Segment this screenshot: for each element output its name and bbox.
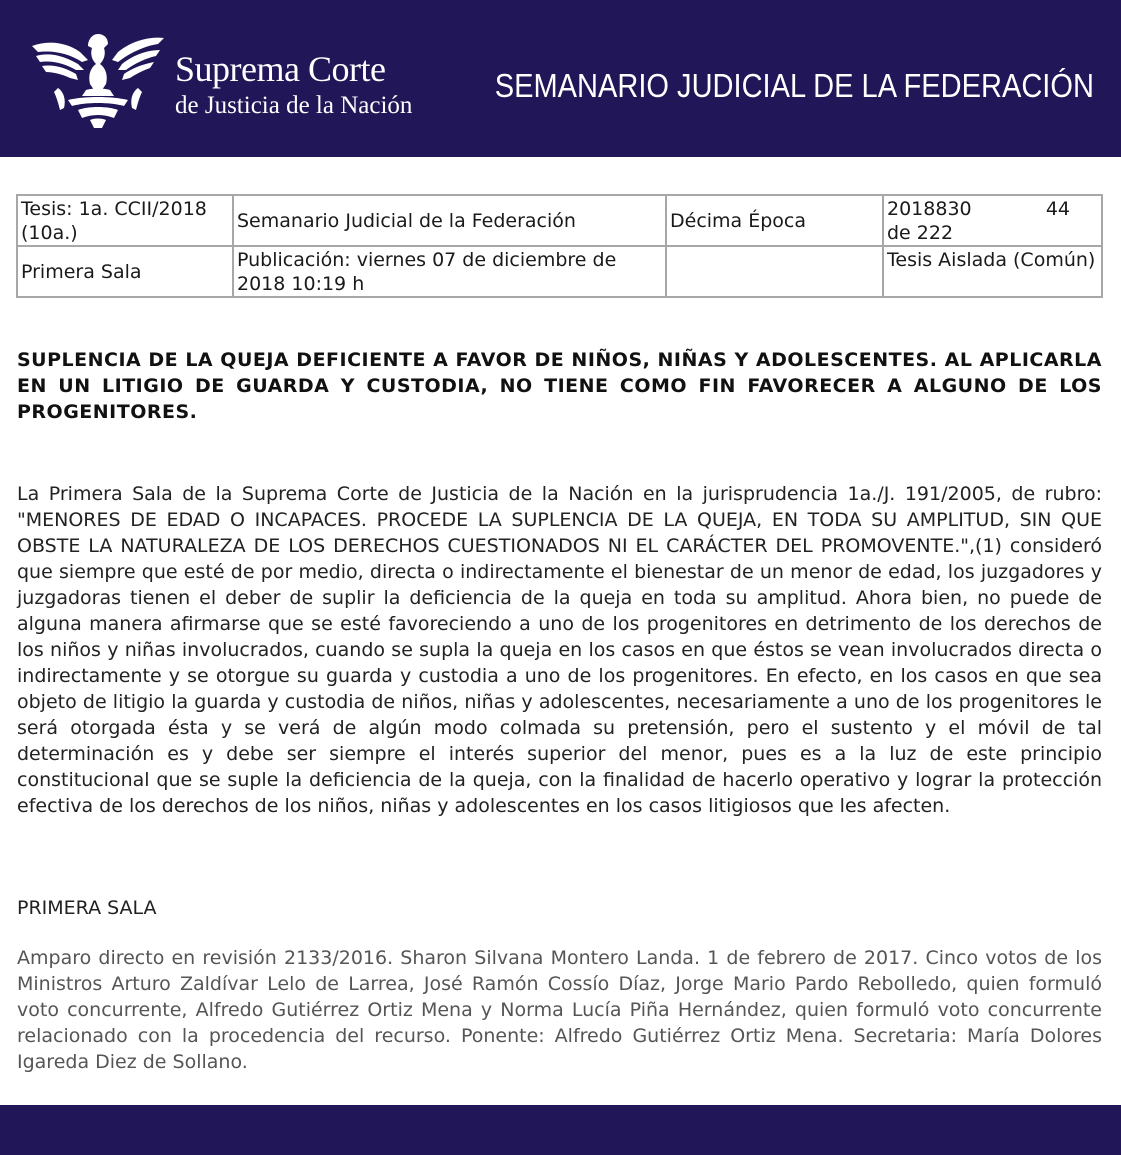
precedent-text: Amparo directo en revisión 2133/2016. Sharon Silvana Montero Landa. 1 de febrero de 2017. Cinco votos de los Ministros Arturo Zaldívar Lelo de Larrea, José Ramón Cossío Díaz, Jorge Mario Pardo Rebolledo, quien formuló voto concurrente, Alfredo Gutiérrez Ortiz Mena y Norma Lucía Piña Hernández, quien formuló voto concurrente relacionado con la procedencia del recurso. Ponente: Alfredo Gutiérrez Ortiz Mena. Secretaria: María Dolores Igareda Diez de Sollano. bbox=[17, 947, 1102, 1073]
chamber-cell: Primera Sala bbox=[17, 246, 233, 297]
page-number: 44 bbox=[1045, 198, 1070, 220]
thesis-body: La Primera Sala de la Suprema Corte de Justicia de la Nación en la jurisprudencia 1a./J. 191/2005, de rubro: "MENORES DE EDAD O INCAPACES. PROCEDE LA SUPLENCIA DE LA QUEJA, EN TODA SU AMPLITUD, SIN QUE OBSTE LA NATURALEZA DE LOS DERECHOS CUESTIONADOS NI EL CARÁCTER DEL PROMOVENTE.",(1) consideró que siempre que esté de por medio, directa o indirectamente el bienestar de un menor de edad, los juzgadores y juzgadoras tienen el deber de suplir la deficiencia de la queja en toda su amplitud. Ahora bien, no puede de alguna manera afirmarse que se esté favoreciendo a uno de los progenitores en detrimento de los derechos de los niños y niñas involucrados, cuando se supla la queja en los casos en que éstos se vean involucrados directa o indirectamente y se otorgue su guarda y custodia a uno de los progenitores. En efecto, en los casos en que sea objeto de litigio la guarda y custodia de niños, niñas y adolescentes, necesariamente a uno de los progenitores le será otorgada ésta y se verá de algún modo colmada su pretensión, pero el sustento y el móvil de tal determinación es y debe ser siempre el interés superior del menor, pues es a la luz de este principio constitucional que se suple la deficiencia de la queja, con la finalidad de hacerlo operativo y lograr la protección efectiva de los derechos de los niños, niñas y adolescentes en los casos litigiosos que les afecten. bbox=[17, 483, 1102, 817]
org-subtitle: de Justicia de la Nación bbox=[175, 92, 413, 119]
source-cell: Semanario Judicial de la Federación bbox=[233, 195, 666, 246]
thesis-title: SUPLENCIA DE LA QUEJA DEFICIENTE A FAVOR DE NIÑOS, NIÑAS Y ADOLESCENTES. AL APLICARLA EN UN LITIGIO DE GUARDA Y CUSTODIA, NO TIENE COMO FIN FAVORECER A ALGUNO DE LOS PROGENITORES. bbox=[17, 349, 1102, 423]
chamber-heading: PRIMERA SALA bbox=[17, 897, 157, 919]
registry-number: 2018830 bbox=[887, 198, 972, 220]
publication-title: SEMANARIO JUDICIAL DE LA FEDERACIÓN bbox=[494, 67, 1094, 104]
site-footer bbox=[0, 1105, 1121, 1155]
tesis-cell: Tesis: 1a. CCII/2018 (10a.) bbox=[17, 195, 233, 246]
org-name: Suprema Corte bbox=[175, 49, 386, 89]
thesis-type-cell: Tesis Aislada (Común) bbox=[883, 246, 1102, 297]
page-total: de 222 bbox=[887, 222, 954, 244]
empty-cell bbox=[666, 246, 883, 297]
eagle-emblem-icon bbox=[28, 30, 168, 130]
epoch-cell: Décima Época bbox=[666, 195, 883, 246]
table-row bbox=[17, 246, 1102, 297]
site-header bbox=[0, 0, 1121, 157]
thesis-info-table bbox=[16, 194, 1103, 298]
table-row bbox=[17, 195, 1102, 246]
published-cell: Publicación: viernes 07 de diciembre de 2018 10:19 h bbox=[233, 246, 666, 297]
registry-cell bbox=[883, 195, 1102, 246]
